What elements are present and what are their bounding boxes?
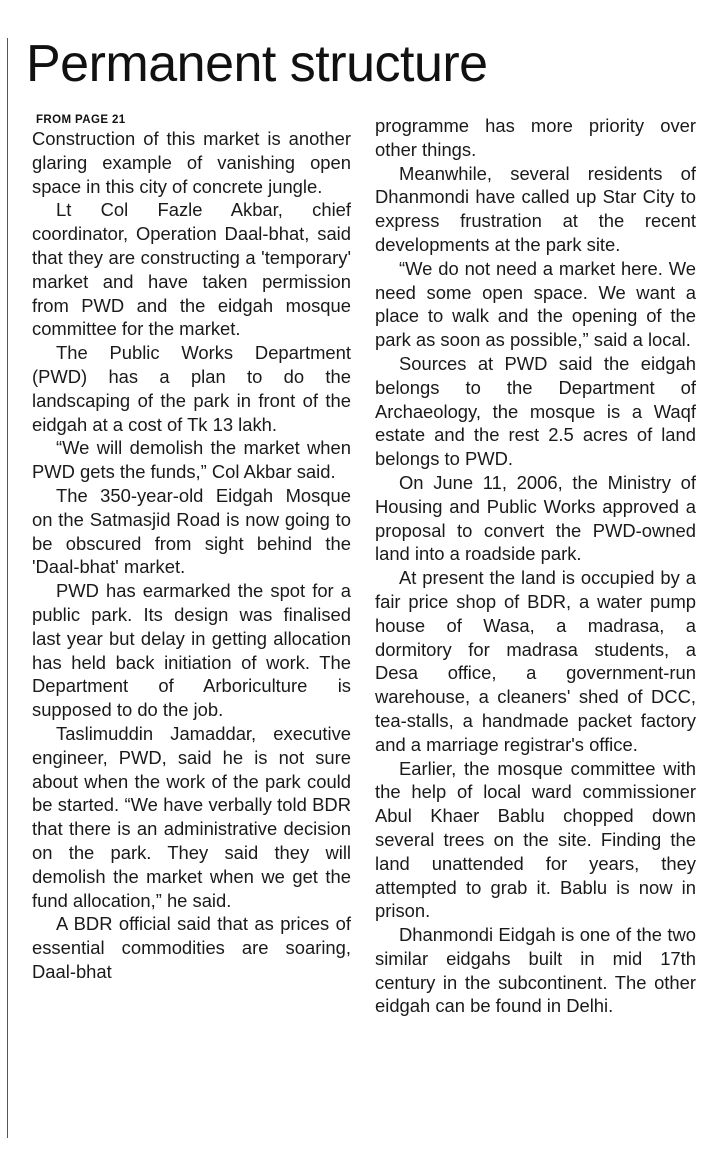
paragraph: Meanwhile, several residents of Dhanmondi have called up Star City to express frustration at the recent developments at the park site. [375, 162, 696, 255]
paragraph-continues: A BDR official said that as prices of essential commodities are soaring, Daal-bhat [32, 913, 351, 982]
headline: Permanent structure [26, 35, 488, 93]
paragraph: “We will demolish the market when PWD gets the funds,” Col Akbar said. [32, 437, 351, 483]
paragraph: At present the land is occupied by a fair price shop of BDR, a water pump house of Wasa, a madrasa, a dormitory for madrasa students, a Desa office, a government-run warehouse, a cleaners' shed of DCC, tea-stalls, a handmade packet factory and a marriage registrar's office. [375, 567, 696, 755]
paragraph: “We do not need a market here. We need some open space. We want a place to walk and the opening of the park as soon as possible,” said a local. [375, 257, 696, 351]
paragraph: Dhanmondi Eidgah is one of the two similar eidgahs built in mid 17th century in the subcontinent. The other eidgah can be found in Delhi. [375, 924, 696, 1017]
article-column-right [375, 114, 696, 1018]
paragraph: Taslimuddin Jamaddar, executive engineer, PWD, said he is not sure about when the work of the park could be started. “We have verbally told BDR that there is an administrative decision on the park. They said they will demolish the market when we get the fund allocation,” he said. [32, 722, 351, 911]
paragraph: The Public Works Department (PWD) has a plan to do the landscaping of the park in front of the eidgah at a cost of Tk 13 lakh. [32, 342, 351, 435]
continued-from-kicker: FROM PAGE 21 [36, 114, 126, 126]
paragraph: programme has more priority over other things. [375, 115, 696, 160]
paragraph: Construction of this market is another glaring example of vanishing open space in this city of concrete jungle. [32, 128, 351, 197]
column-rule [7, 38, 8, 1138]
article-column-left [32, 114, 351, 984]
paragraph: On June 11, 2006, the Ministry of Housing and Public Works approved a proposal to convert the PWD-owned land into a roadside park. [375, 471, 696, 565]
paragraph: Lt Col Fazle Akbar, chief coordinator, Operation Daal-bhat, said that they are constructing a 'temporary' market and have taken permission from PWD and the eidgah mosque committee for the market. [32, 199, 351, 340]
paragraph: Sources at PWD said the eidgah belongs to the Department of Archaeology, the mosque is a Waqf estate and the rest 2.5 acres of land belongs to PWD. [375, 352, 696, 470]
paragraph: PWD has earmarked the spot for a public park. Its design was finalised last year but delay in getting allocation has held back initiation of work. The Department of Arboriculture is supposed to do the job. [32, 580, 351, 721]
paragraph: Earlier, the mosque committee with the help of local ward commissioner Abul Khaer Bablu chopped down several trees on the site. Finding the land unattended for years, they attempted to grab it. Bablu is now in prison. [375, 757, 696, 922]
paragraph: The 350-year-old Eidgah Mosque on the Satmasjid Road is now going to be obscured from sight behind the 'Daal-bhat' market. [32, 484, 351, 578]
